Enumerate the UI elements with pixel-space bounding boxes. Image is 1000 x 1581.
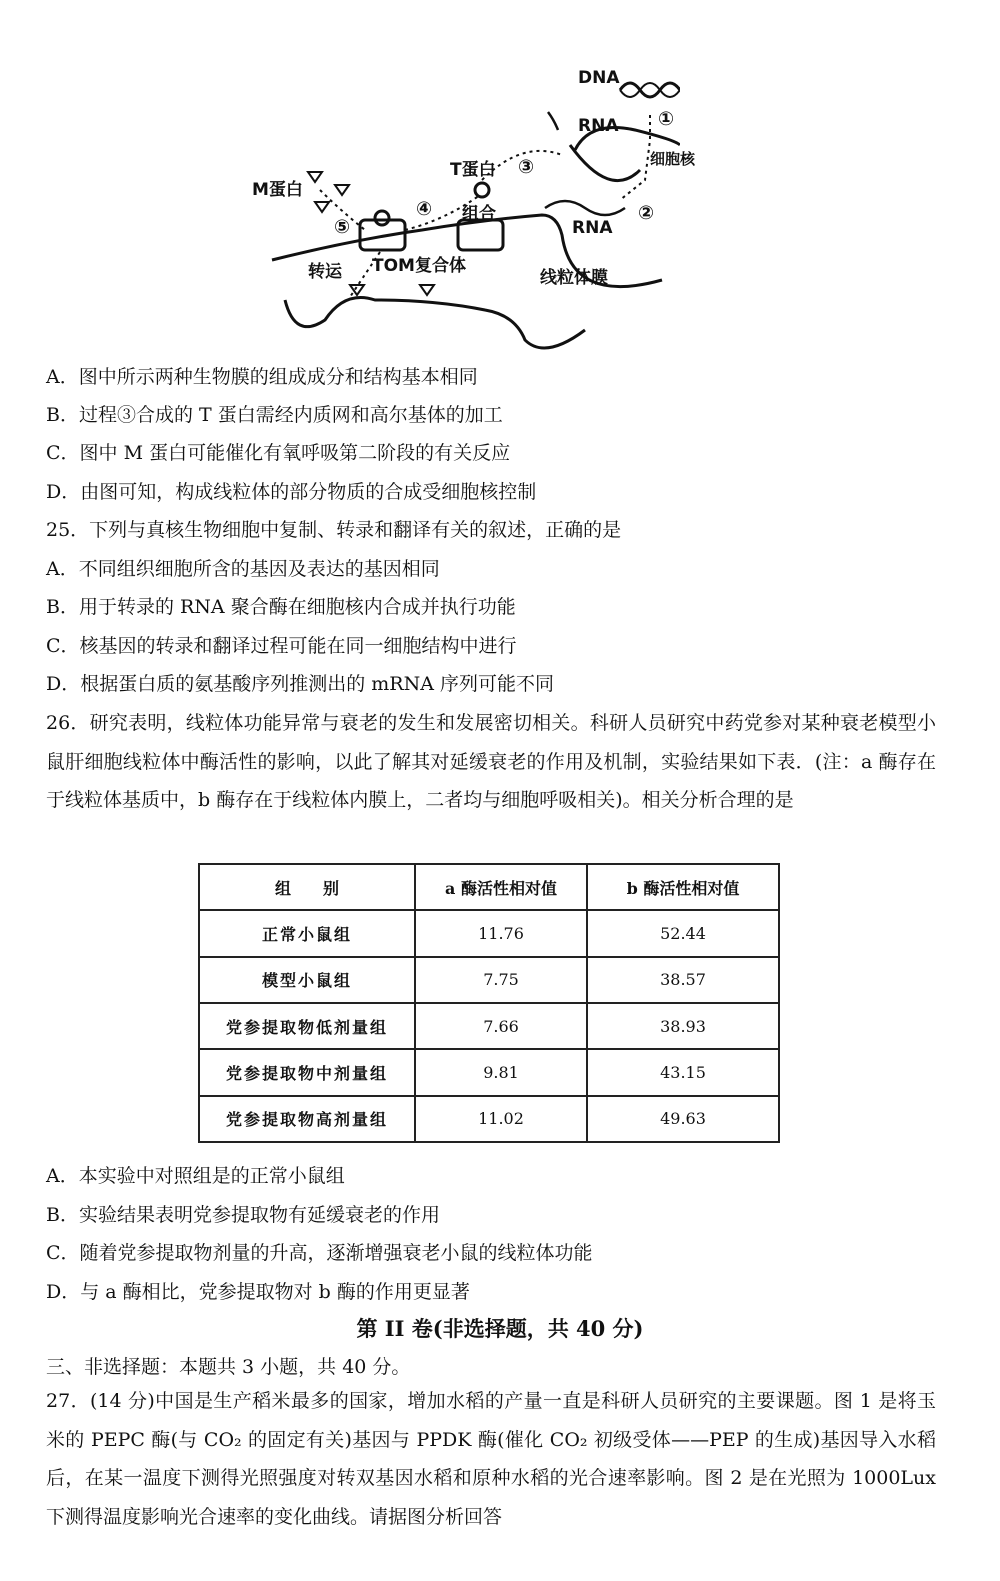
enzyme-activity-table	[198, 863, 780, 1143]
a-value: 11.76	[415, 910, 587, 956]
inner-membrane	[285, 298, 585, 349]
b-value: 43.15	[587, 1049, 779, 1095]
label-dna: DNA	[578, 68, 620, 88]
label-step-3: ③	[518, 156, 535, 178]
q25-option-c: C．核基因的转录和翻译过程可能在同一细胞结构中进行	[46, 635, 517, 657]
header-a-enzyme: a 酶活性相对值	[415, 864, 587, 910]
label-step-4: ④	[416, 198, 433, 220]
a-value: 7.75	[415, 957, 587, 1003]
table-row	[199, 1096, 779, 1142]
label-step-2: ②	[638, 202, 655, 224]
header-b-enzyme: b 酶活性相对值	[587, 864, 779, 910]
q25-option-a: A．不同组织细胞所含的基因及表达的基因相同	[46, 558, 440, 580]
a-value: 9.81	[415, 1049, 587, 1095]
section-2-title: 第 II 卷(非选择题，共 40 分)	[356, 1316, 644, 1341]
q26-option-c: C．随着党参提取物剂量的升高，逐渐增强衰老小鼠的线粒体功能	[46, 1242, 593, 1264]
q24-option-c: C．图中 M 蛋白可能催化有氧呼吸第二阶段的有关反应	[46, 442, 511, 464]
label-m-protein: M蛋白	[252, 180, 303, 200]
q26-option-d: D．与 a 酶相比，党参提取物对 b 酶的作用更显著	[46, 1281, 470, 1303]
label-tom-complex: TOM复合体	[372, 256, 466, 276]
dna-helix	[620, 83, 680, 97]
q26-option-a: A．本实验中对照组是的正常小鼠组	[46, 1165, 345, 1187]
q24-option-d: D．由图可知，构成线粒体的部分物质的合成受细胞核控制	[46, 481, 537, 503]
section-3-heading: 三、非选择题：本题共 3 小题，共 40 分。	[46, 1356, 411, 1378]
q24-option-a: A．图中所示两种生物膜的组成成分和结构基本相同	[46, 366, 478, 388]
label-nucleus: 细胞核	[650, 150, 696, 168]
group-name: 党参提取物低剂量组	[199, 1003, 415, 1049]
q26-stem: 26．研究表明，线粒体功能异常与衰老的发生和发展密切相关。科研人员研究中药党参对某种衰老模型小鼠肝细胞线粒体中酶活性的影响，以此了解其对延缓衰老的作用及机制，实验结果如下表．(注：a 酶存在于线粒体基质中，b 酶存在于线粒体内膜上，二者均与细胞呼吸相关)。相关分析合理的是	[46, 712, 936, 811]
label-rna-top: RNA	[578, 116, 619, 136]
b-value: 49.63	[587, 1096, 779, 1142]
b-value: 52.44	[587, 910, 779, 956]
table-header-row	[199, 864, 779, 910]
table-row	[199, 957, 779, 1003]
table-row	[199, 1003, 779, 1049]
table-row	[199, 910, 779, 956]
q26-option-b: B．实验结果表明党参提取物有延缓衰老的作用	[46, 1204, 440, 1226]
label-t-protein: T蛋白	[450, 160, 496, 180]
label-transport: 转运	[308, 262, 342, 282]
rna-wave	[545, 201, 625, 215]
q25-option-b: B．用于转录的 RNA 聚合酶在细胞核内合成并执行功能	[46, 596, 516, 618]
label-step-5: ⑤	[334, 216, 351, 238]
q27-text: 27．(14 分)中国是生产稻米最多的国家，增加水稻的产量一直是科研人员研究的主要课题。图 1 是将玉米的 PEPC 酶(与 CO₂ 的固定有关)基因与 PPDK 酶(催化 CO₂ 初级受体——PEP 的生成)基因导入水稻后，在某一温度下测得光照强度对转双基因水稻和原种水稻的光合速率影响。图 2 是在光照为 1000Lux 下测得温度影响光合速率的变化曲线。请据图分析回答	[46, 1390, 936, 1528]
q25-option-d: D．根据蛋白质的氨基酸序列推测出的 mRNA 序列可能不同	[46, 673, 554, 695]
group-name: 党参提取物高剂量组	[199, 1096, 415, 1142]
header-group: 组 别	[199, 864, 415, 910]
b-value: 38.93	[587, 1003, 779, 1049]
a-value: 7.66	[415, 1003, 587, 1049]
group-name: 正常小鼠组	[199, 910, 415, 956]
q24-option-b: B．过程③合成的 T 蛋白需经内质网和高尔基体的加工	[46, 404, 503, 426]
group-name: 党参提取物中剂量组	[199, 1049, 415, 1095]
a-value: 11.02	[415, 1096, 587, 1142]
table-row	[199, 1049, 779, 1095]
b-value: 38.57	[587, 957, 779, 1003]
label-rna-bottom: RNA	[572, 218, 613, 238]
mitochondria-protein-diagram	[252, 60, 696, 350]
label-combine: 组合	[462, 204, 496, 224]
group-name: 模型小鼠组	[199, 957, 415, 1003]
q25-stem: 25．下列与真核生物细胞中复制、转录和翻译有关的叙述，正确的是	[46, 519, 622, 541]
label-step-1: ①	[658, 108, 675, 130]
label-mito-membrane: 线粒体膜	[540, 268, 608, 288]
